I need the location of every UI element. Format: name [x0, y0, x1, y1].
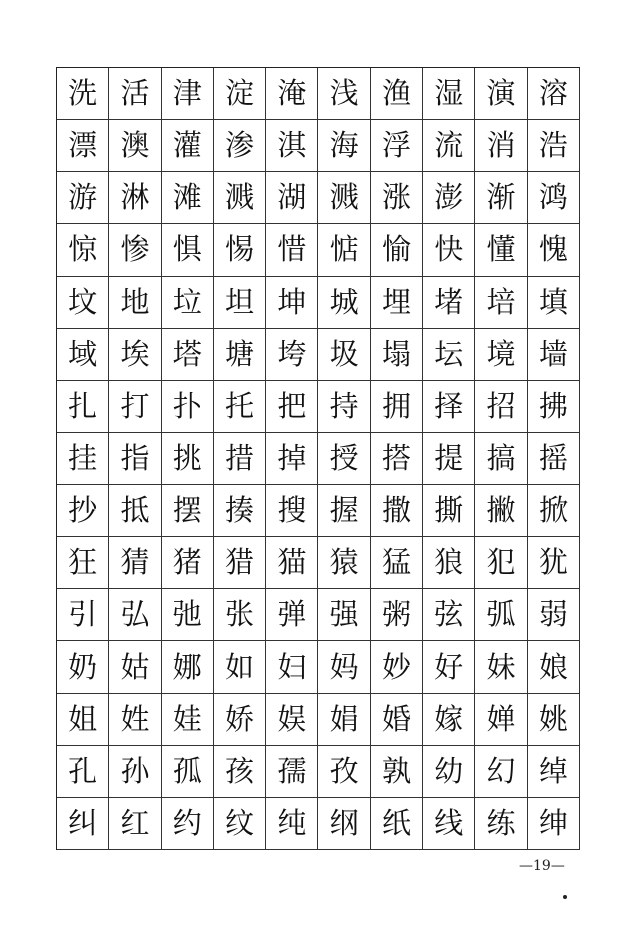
character-cell: 坤: [266, 277, 318, 329]
character-cell: 溅: [318, 172, 370, 224]
character-cell: 滩: [162, 172, 214, 224]
character-cell: 抵: [109, 485, 161, 537]
character-cell: 孩: [214, 746, 266, 798]
character-cell: 孔: [57, 746, 109, 798]
character-cell: 娃: [162, 694, 214, 746]
character-cell: 婵: [475, 694, 527, 746]
character-cell: 坦: [214, 277, 266, 329]
character-cell: 海: [318, 120, 370, 172]
character-cell: 猎: [214, 537, 266, 589]
character-cell: 练: [475, 798, 527, 850]
character-cell: 拂: [528, 381, 580, 433]
character-cell: 浩: [528, 120, 580, 172]
character-cell: 搭: [371, 433, 423, 485]
character-cell: 指: [109, 433, 161, 485]
character-cell: 撇: [475, 485, 527, 537]
character-cell: 猛: [371, 537, 423, 589]
character-cell: 绅: [528, 798, 580, 850]
character-cell: 浮: [371, 120, 423, 172]
character-cell: 姐: [57, 694, 109, 746]
character-cell: 奶: [57, 641, 109, 693]
character-cell: 纠: [57, 798, 109, 850]
character-cell: 姑: [109, 641, 161, 693]
character-cell: 愧: [528, 224, 580, 276]
character-cell: 扎: [57, 381, 109, 433]
character-cell: 弘: [109, 589, 161, 641]
character-cell: 引: [57, 589, 109, 641]
character-cell: 津: [162, 68, 214, 120]
character-cell: 演: [475, 68, 527, 120]
character-cell: 纯: [266, 798, 318, 850]
character-cell: 挑: [162, 433, 214, 485]
character-cell: 弧: [475, 589, 527, 641]
character-cell: 姓: [109, 694, 161, 746]
character-cell: 招: [475, 381, 527, 433]
character-cell: 拥: [371, 381, 423, 433]
character-cell: 撕: [423, 485, 475, 537]
character-cell: 红: [109, 798, 161, 850]
character-cell: 快: [423, 224, 475, 276]
character-cell: 淀: [214, 68, 266, 120]
character-cell: 娱: [266, 694, 318, 746]
character-cell: 掉: [266, 433, 318, 485]
character-cell: 填: [528, 277, 580, 329]
character-cell: 摇: [528, 433, 580, 485]
character-cell: 塔: [162, 329, 214, 381]
character-cell: 娇: [214, 694, 266, 746]
character-cell: 粥: [371, 589, 423, 641]
character-cell: 纹: [214, 798, 266, 850]
character-cell: 墙: [528, 329, 580, 381]
character-cell: 摆: [162, 485, 214, 537]
character-cell: 浅: [318, 68, 370, 120]
character-cell: 授: [318, 433, 370, 485]
character-cell: 扑: [162, 381, 214, 433]
character-cell: 惜: [266, 224, 318, 276]
character-cell: 幻: [475, 746, 527, 798]
character-cell: 娟: [318, 694, 370, 746]
character-cell: 澳: [109, 120, 161, 172]
character-cell: 城: [318, 277, 370, 329]
character-cell: 埃: [109, 329, 161, 381]
character-cell: 持: [318, 381, 370, 433]
character-cell: 塘: [214, 329, 266, 381]
character-cell: 鸿: [528, 172, 580, 224]
character-cell: 域: [57, 329, 109, 381]
character-cell: 猿: [318, 537, 370, 589]
character-cell: 埋: [371, 277, 423, 329]
character-cell: 猫: [266, 537, 318, 589]
character-cell: 洗: [57, 68, 109, 120]
character-cell: 淇: [266, 120, 318, 172]
character-cell: 漂: [57, 120, 109, 172]
character-cell: 湖: [266, 172, 318, 224]
character-grid: [56, 67, 580, 850]
character-cell: 孜: [318, 746, 370, 798]
character-cell: 淹: [266, 68, 318, 120]
character-cell: 妹: [475, 641, 527, 693]
character-cell: 猜: [109, 537, 161, 589]
character-cell: 娘: [528, 641, 580, 693]
character-cell: 塌: [371, 329, 423, 381]
character-cell: 孙: [109, 746, 161, 798]
character-cell: 强: [318, 589, 370, 641]
character-cell: 惕: [214, 224, 266, 276]
character-cell: 惧: [162, 224, 214, 276]
character-cell: 纲: [318, 798, 370, 850]
character-cell: 猪: [162, 537, 214, 589]
character-cell: 掀: [528, 485, 580, 537]
character-cell: 溅: [214, 172, 266, 224]
character-cell: 嫁: [423, 694, 475, 746]
character-cell: 提: [423, 433, 475, 485]
character-cell: 弹: [266, 589, 318, 641]
character-cell: 渗: [214, 120, 266, 172]
character-cell: 坟: [57, 277, 109, 329]
character-cell: 措: [214, 433, 266, 485]
character-cell: 游: [57, 172, 109, 224]
character-cell: 孤: [162, 746, 214, 798]
character-cell: 幼: [423, 746, 475, 798]
character-cell: 握: [318, 485, 370, 537]
character-cell: 狼: [423, 537, 475, 589]
character-cell: 坛: [423, 329, 475, 381]
character-cell: 澎: [423, 172, 475, 224]
character-cell: 犯: [475, 537, 527, 589]
character-cell: 渐: [475, 172, 527, 224]
character-cell: 托: [214, 381, 266, 433]
character-cell: 把: [266, 381, 318, 433]
character-cell: 搜: [266, 485, 318, 537]
character-cell: 培: [475, 277, 527, 329]
character-cell: 揍: [214, 485, 266, 537]
character-cell: 消: [475, 120, 527, 172]
character-cell: 垃: [162, 277, 214, 329]
character-cell: 婚: [371, 694, 423, 746]
character-cell: 惨: [109, 224, 161, 276]
page-number: —19—: [519, 858, 565, 874]
character-cell: 狂: [57, 537, 109, 589]
character-cell: 淋: [109, 172, 161, 224]
character-cell: 纸: [371, 798, 423, 850]
character-cell: 渔: [371, 68, 423, 120]
character-cell: 境: [475, 329, 527, 381]
character-cell: 湿: [423, 68, 475, 120]
character-cell: 懂: [475, 224, 527, 276]
character-cell: 地: [109, 277, 161, 329]
character-cell: 活: [109, 68, 161, 120]
character-cell: 绰: [528, 746, 580, 798]
character-cell: 打: [109, 381, 161, 433]
character-cell: 张: [214, 589, 266, 641]
character-cell: 犹: [528, 537, 580, 589]
character-cell: 抄: [57, 485, 109, 537]
character-cell: 弦: [423, 589, 475, 641]
character-cell: 娜: [162, 641, 214, 693]
character-cell: 愉: [371, 224, 423, 276]
character-cell: 妈: [318, 641, 370, 693]
character-cell: 妙: [371, 641, 423, 693]
character-cell: 涨: [371, 172, 423, 224]
character-cell: 孰: [371, 746, 423, 798]
character-cell: 圾: [318, 329, 370, 381]
character-cell: 择: [423, 381, 475, 433]
character-cell: 弛: [162, 589, 214, 641]
character-cell: 妇: [266, 641, 318, 693]
character-cell: 如: [214, 641, 266, 693]
character-cell: 线: [423, 798, 475, 850]
character-cell: 弱: [528, 589, 580, 641]
character-cell: 流: [423, 120, 475, 172]
character-cell: 惦: [318, 224, 370, 276]
character-cell: 姚: [528, 694, 580, 746]
character-cell: 灌: [162, 120, 214, 172]
character-cell: 挂: [57, 433, 109, 485]
practice-sheet: [56, 67, 580, 850]
character-cell: 垮: [266, 329, 318, 381]
character-cell: 惊: [57, 224, 109, 276]
character-cell: 好: [423, 641, 475, 693]
character-cell: 溶: [528, 68, 580, 120]
character-cell: 孺: [266, 746, 318, 798]
character-cell: 撒: [371, 485, 423, 537]
character-cell: 搞: [475, 433, 527, 485]
stray-dot: [563, 895, 567, 899]
character-cell: 堵: [423, 277, 475, 329]
character-cell: 约: [162, 798, 214, 850]
